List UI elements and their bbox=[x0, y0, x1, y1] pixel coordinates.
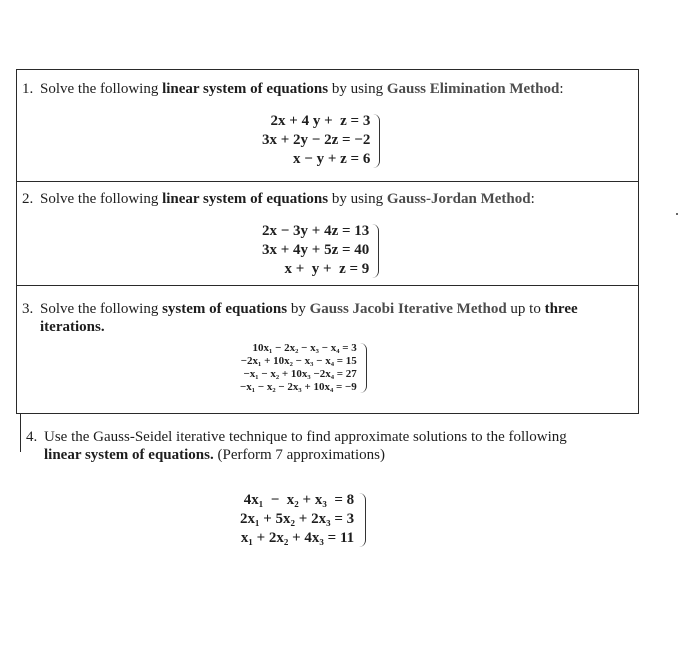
equation-system-3 bbox=[240, 342, 357, 394]
equation: x − y + z = 6 bbox=[293, 151, 371, 167]
method-name: Gauss-Jordan Method bbox=[386, 191, 531, 207]
equation: 3x + 4y + 5z = 40 bbox=[262, 242, 370, 258]
method-name: Gauss Jacobi Iterative Method bbox=[309, 301, 507, 317]
right-brace bbox=[360, 343, 367, 393]
right-brace bbox=[373, 114, 380, 168]
equation: 2x + 4 y + z = 3 bbox=[270, 113, 371, 129]
left-rule-bottom bbox=[20, 414, 21, 452]
question-number: 3. bbox=[22, 301, 34, 317]
equation: 10x₁ − 2x₂ − x₃ − x₄ = 3 bbox=[252, 342, 357, 354]
question-3: 3. Solve the following system of equations by Gauss Jacobi Iterative Method up to three iterations. bbox=[22, 301, 578, 335]
question-text: Use the Gauss-Seidel iterative technique to find approximate solutions to the following bbox=[44, 429, 567, 445]
right-rule bbox=[638, 69, 639, 414]
equation: 4x₁ − x₂ + x₃ = 8 bbox=[243, 492, 355, 508]
equation: −2x₁ + 10x₂ − x₃ − x₄ = 15 bbox=[240, 355, 357, 367]
equation: −x₁ − x₂ + 10x₃ −2x₄ = 27 bbox=[243, 368, 357, 380]
divider-2 bbox=[16, 285, 638, 286]
equation: x + y + z = 9 bbox=[284, 261, 370, 277]
right-brace bbox=[372, 224, 379, 278]
question-1: 1. Solve the following linear system of equations by using Gauss Elimination Method: bbox=[22, 81, 564, 97]
question-4 bbox=[26, 428, 567, 464]
question-continuation: iterations. bbox=[40, 319, 105, 335]
method-name: Gauss Elimination Method bbox=[386, 81, 560, 97]
right-brace bbox=[359, 493, 366, 547]
divider-1 bbox=[16, 181, 638, 182]
equation: x₁ + 2x₂ + 4x₃ = 11 bbox=[240, 530, 355, 546]
scan-speck bbox=[676, 213, 678, 215]
question-number: 4. bbox=[26, 429, 38, 445]
divider-3 bbox=[16, 413, 638, 414]
question-2: 2. Solve the following linear system of equations by using Gauss-Jordan Method: bbox=[22, 191, 535, 207]
approximations-note: (Perform 7 approximations) bbox=[213, 447, 385, 463]
left-rule-top bbox=[16, 69, 17, 414]
question-number: 2. bbox=[22, 191, 34, 207]
equation: 2x₁ + 5x₂ + 2x₃ = 3 bbox=[240, 511, 355, 527]
question-bold: linear system of equations. bbox=[44, 447, 214, 463]
equation-system-2 bbox=[262, 222, 369, 279]
equation-system-4 bbox=[240, 491, 354, 548]
equation: 3x + 2y − 2z = −2 bbox=[262, 132, 371, 148]
top-rule bbox=[16, 69, 638, 70]
equation: −x₁ − x₂ − 2x₃ + 10x₄ = −9 bbox=[240, 381, 357, 393]
equation-system-1 bbox=[262, 112, 370, 169]
equation: 2x − 3y + 4z = 13 bbox=[262, 223, 370, 239]
question-number: 1. bbox=[22, 81, 34, 97]
